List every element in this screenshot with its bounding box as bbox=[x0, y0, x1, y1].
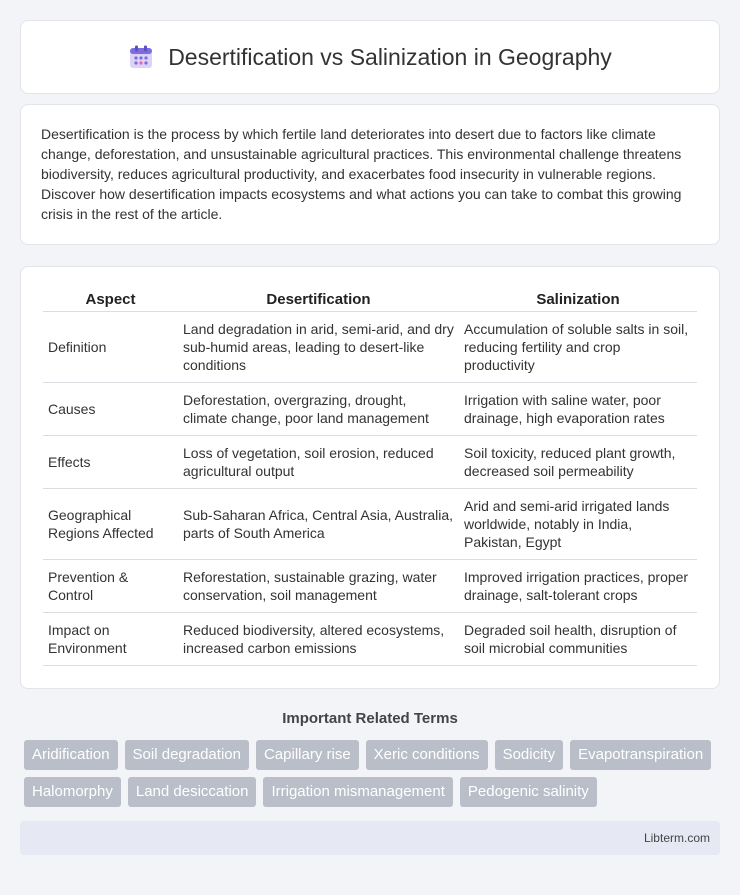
tag-land-desiccation[interactable]: Land desiccation bbox=[128, 777, 257, 807]
related-terms-list bbox=[20, 740, 720, 807]
cell-desertification: Loss of vegetation, soil erosion, reduced agricultural output bbox=[178, 436, 459, 489]
cell-salinization: Degraded soil health, disruption of soil microbial communities bbox=[459, 613, 697, 666]
cell-salinization: Soil toxicity, reduced plant growth, decreased soil permeability bbox=[459, 436, 697, 489]
related-terms-title: Important Related Terms bbox=[282, 710, 458, 727]
table-row bbox=[43, 436, 697, 489]
cell-desertification: Sub-Saharan Africa, Central Asia, Australia, parts of South America bbox=[178, 489, 459, 560]
cell-desertification: Deforestation, overgrazing, drought, climate change, poor land management bbox=[178, 383, 459, 436]
cell-salinization: Arid and semi-arid irrigated lands worldwide, notably in India, Pakistan, Egypt bbox=[459, 489, 697, 560]
tag-capillary-rise[interactable]: Capillary rise bbox=[256, 740, 359, 770]
tag-aridification[interactable]: Aridification bbox=[24, 740, 118, 770]
cell-aspect: Definition bbox=[43, 312, 178, 383]
cell-salinization: Accumulation of soluble salts in soil, reducing fertility and crop productivity bbox=[459, 312, 697, 383]
cell-aspect: Impact on Environment bbox=[43, 613, 178, 666]
header-aspect: Aspect bbox=[43, 285, 178, 312]
calendar-icon bbox=[128, 44, 154, 70]
table-row bbox=[43, 489, 697, 560]
tag-pedogenic-salinity[interactable]: Pedogenic salinity bbox=[460, 777, 597, 807]
cell-salinization: Improved irrigation practices, proper drainage, salt-tolerant crops bbox=[459, 560, 697, 613]
cell-aspect: Causes bbox=[43, 383, 178, 436]
header-salinization: Salinization bbox=[459, 285, 697, 312]
cell-aspect: Geographical Regions Affected bbox=[43, 489, 178, 560]
intro-card bbox=[20, 104, 720, 245]
table-row bbox=[43, 613, 697, 666]
table-row bbox=[43, 383, 697, 436]
cell-aspect: Effects bbox=[43, 436, 178, 489]
footer-site-link[interactable]: Libterm.com bbox=[643, 831, 710, 845]
cell-salinization: Irrigation with saline water, poor drainage, high evaporation rates bbox=[459, 383, 697, 436]
tag-halomorphy[interactable]: Halomorphy bbox=[24, 777, 121, 807]
cell-desertification: Land degradation in arid, semi-arid, and dry sub-humid areas, leading to desert-like conditions bbox=[178, 312, 459, 383]
tag-xeric-conditions[interactable]: Xeric conditions bbox=[366, 740, 488, 770]
tag-sodicity[interactable]: Sodicity bbox=[495, 740, 564, 770]
tag-soil-degradation[interactable]: Soil degradation bbox=[125, 740, 249, 770]
cell-desertification: Reduced biodiversity, altered ecosystems, increased carbon emissions bbox=[178, 613, 459, 666]
tag-evapotranspiration[interactable]: Evapotranspiration bbox=[570, 740, 711, 770]
cell-aspect: Prevention & Control bbox=[43, 560, 178, 613]
intro-text: Desertification is the process by which fertile land deteriorates into desert due to factors like climate change, deforestation, and unsustainable agricultural practices. This environmental challenge threatens biodiversity, reduces agricultural productivity, and exacerbates food insecurity in vulnerable regions. Discover how desertification impacts ecosystems and what actions you can take to combat this growing crisis in the rest of the article. bbox=[41, 126, 682, 222]
table-card bbox=[20, 266, 720, 689]
header-desertification: Desertification bbox=[178, 285, 459, 312]
cell-desertification: Reforestation, sustainable grazing, water conservation, soil management bbox=[178, 560, 459, 613]
footer bbox=[20, 821, 720, 855]
table-header-row bbox=[43, 285, 697, 312]
page-title: Desertification vs Salinization in Geography bbox=[168, 43, 612, 70]
table-row bbox=[43, 312, 697, 383]
title-card bbox=[20, 20, 720, 94]
table-row bbox=[43, 560, 697, 613]
comparison-table bbox=[43, 285, 697, 666]
tag-irrigation-mismanagement[interactable]: Irrigation mismanagement bbox=[263, 777, 452, 807]
